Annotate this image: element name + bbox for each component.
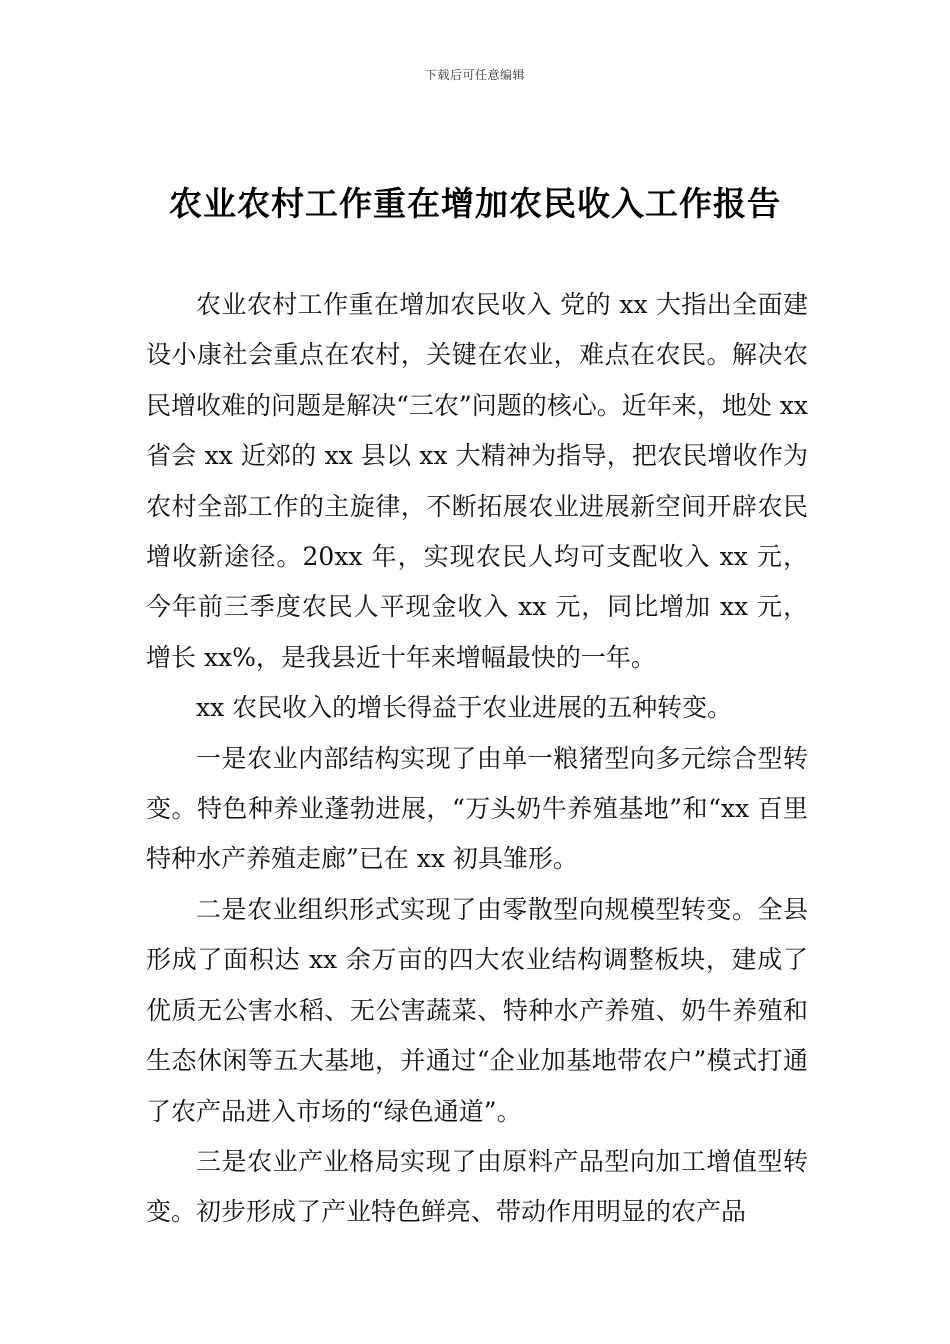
document-title: 农业农村工作重在增加农民收入工作报告 [169,184,781,223]
paragraph-summary: xx 农民收入的增长得益于农业进展的五种转变。 [196,693,733,723]
paragraph-intro: 农业农村工作重在增加农民收入 党的 xx 大指出全面建设小康社会重点在农村，关键在农业，难点在农民。解决农民增收难的问题是解决“三农”问题的核心。近年来，地处 xx 省会 xx 近郊的 xx 县以 xx 大精神为指导，把农民增收作为农村全部工作的主旋律，不断拓展农业进展新空间开辟农民增收新途径。20xx 年，实现农民人均可支配收入 xx 元，今年前三季度农民人平现金收入 xx 元，同比增加 xx 元，增长 xx%，是我县近十年来增幅最快的一年。 [146,290,808,672]
header-note: 下载后可任意编辑 [424,68,525,82]
paragraph-point-three: 三是农业产业格局实现了由原料产品型向加工增值型转变。初步形成了产业特色鲜亮、带动作用明显的农产品 [146,1146,808,1227]
paragraph-point-two: 二是农业组织形式实现了由零散型向规模型转变。全县形成了面积达 xx 余万亩的四大农业结构调整板块，建成了优质无公害水稻、无公害蔬菜、特种水产养殖、奶牛养殖和生态休闲等五大基地，并通过“企业加基地带农户”模式打通了农产品进入市场的“绿色通道”。 [146,894,808,1126]
document-body [146,280,808,1238]
paragraph-point-one: 一是农业内部结构实现了由单一粮猪型向多元综合型转变。特色种养业蓬勃进展，“万头奶牛养殖基地”和“xx 百里特种水产养殖走廊”已在 xx 初具雏形。 [146,743,808,874]
